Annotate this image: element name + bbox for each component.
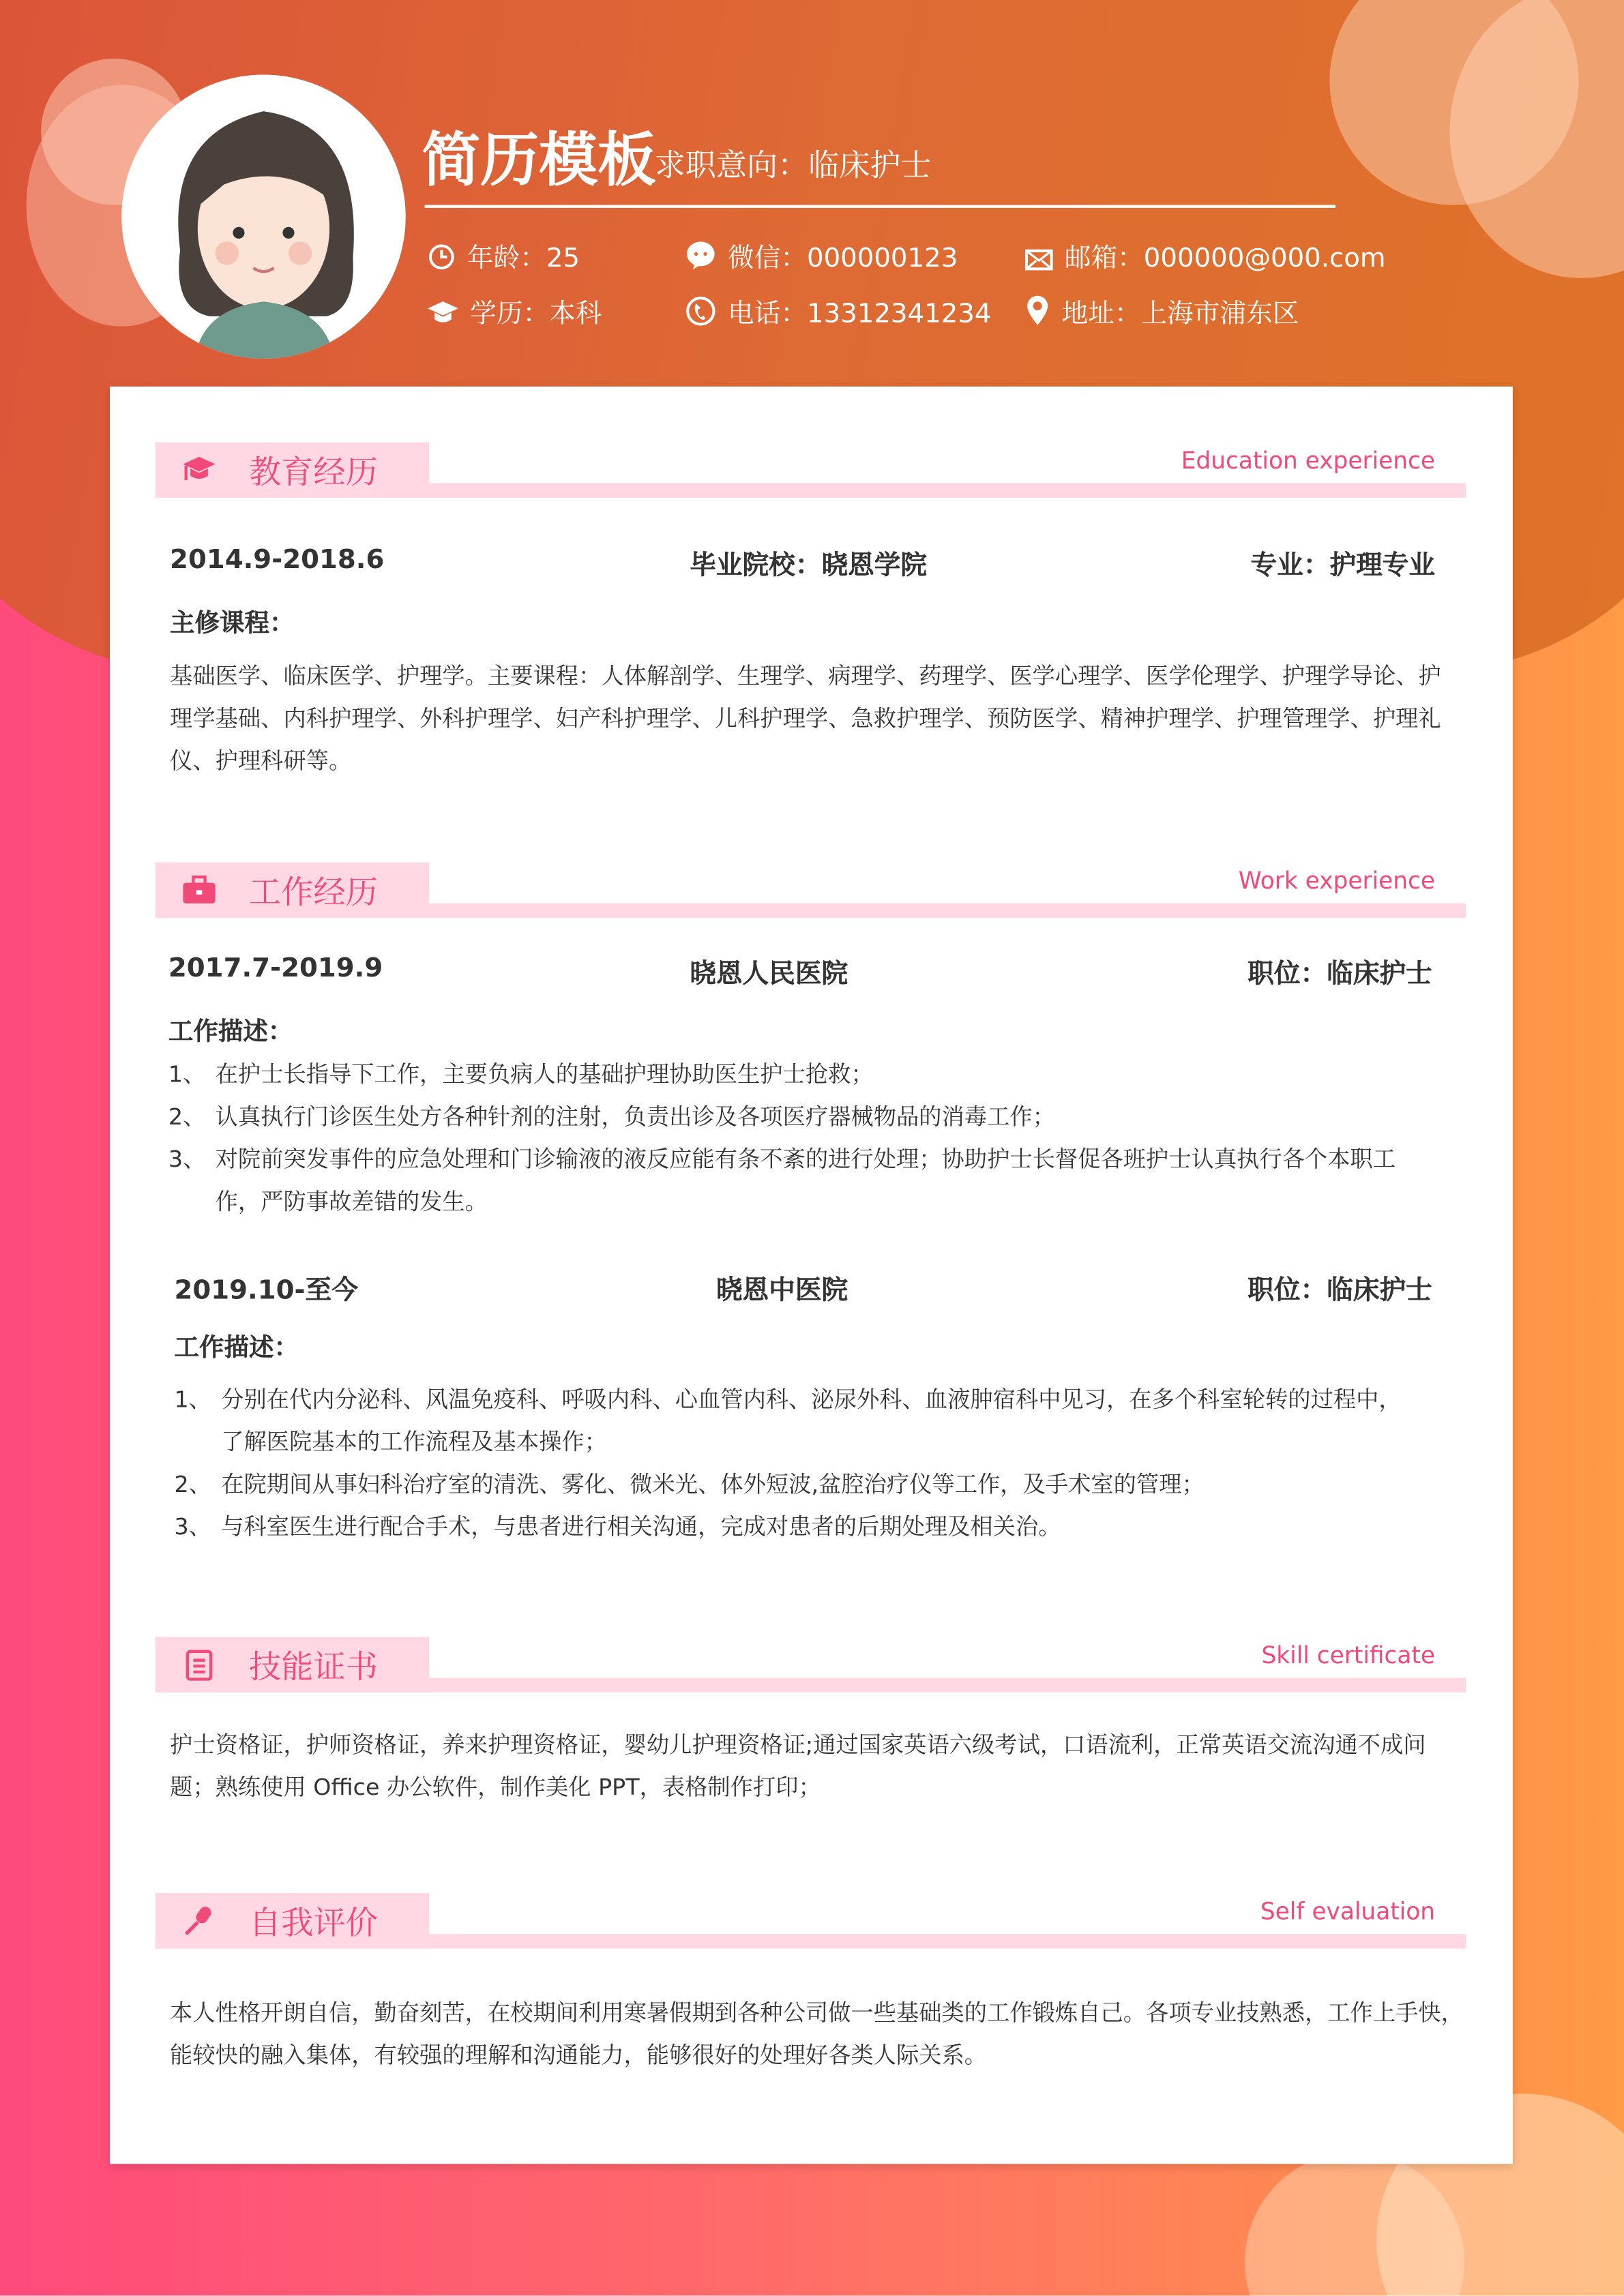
list-item: 2、 认真执行门诊医生处方各种针剂的注射，负责出诊及各项医疗器械物品的消毒工作； bbox=[168, 1103, 1055, 1131]
section-subtitle: Education experience bbox=[1181, 446, 1436, 475]
info-wechat: 微信：000000123 bbox=[685, 237, 958, 275]
section-subtitle: Skill certificate bbox=[1261, 1641, 1436, 1669]
job-desc-label: 工作描述： bbox=[168, 1017, 293, 1047]
list-item: 3、 与科室医生进行配合手术，与患者进行相关沟通，完成对患者的后期处理及相关治。 bbox=[174, 1513, 1061, 1540]
job-org: 晓恩人民医院 bbox=[690, 959, 848, 990]
job-org: 晓恩中医院 bbox=[715, 1275, 848, 1307]
phone-icon bbox=[685, 296, 716, 327]
briefcase-icon bbox=[181, 874, 217, 906]
section-title: 工作经历 bbox=[248, 875, 378, 912]
mail-icon bbox=[1025, 249, 1053, 271]
wechat-icon bbox=[685, 240, 716, 271]
info-address: 地址：上海市浦东区 bbox=[1025, 293, 1299, 331]
location-icon bbox=[1025, 295, 1050, 327]
section-title: 教育经历 bbox=[248, 455, 378, 492]
section-header-self bbox=[156, 1893, 1466, 1952]
courses-text: 基础医学、临床医学、护理学。主要课程：人体解剖学、生理学、病理学、药理学、医学心理学、医学伦理学、护理学导论、护理学基础、内科护理学、外科护理学、妇产科护理学、儿科护理学、急救护理学、预防医学、精神护理学、护理管理学、护理礼仪、护理科研等。 bbox=[170, 663, 1441, 775]
section-subtitle: Self evaluation bbox=[1260, 1897, 1436, 1926]
list-item: 2、 在院期间从事妇科治疗室的清洗、雾化、微米光、体外短波,盆腔治疗仪等工作，及手术室的管理； bbox=[174, 1471, 1205, 1498]
courses-label: 主修课程： bbox=[170, 609, 295, 639]
resume-title: 简历模板 bbox=[422, 127, 656, 195]
info-phone: 电话：13312341234 bbox=[685, 293, 992, 331]
job-date: 2017.7-2019.9 bbox=[168, 953, 383, 984]
edu-school: 毕业院校：晓恩学院 bbox=[690, 550, 928, 582]
clock-icon bbox=[428, 243, 456, 271]
section-header-work bbox=[156, 863, 1466, 921]
list-item: 3、 对院前突发事件的应急处理和门诊输液的液反应能有条不紊的进行处理；协助护士长督促各班护士认真执行各个本职工作，严防事故差错的发生。 bbox=[168, 1146, 1396, 1216]
edu-major: 专业：护理专业 bbox=[1250, 550, 1436, 582]
section-subtitle: Work experience bbox=[1238, 867, 1436, 895]
graduation-cap-icon bbox=[428, 299, 458, 327]
microphone-icon bbox=[181, 1905, 217, 1937]
list-item: 1、 在护士长指导下工作，主要负病人的基础护理协助医生护士抢救； bbox=[168, 1061, 874, 1088]
list-item: 1、 分别在代内分泌科、风温免疫科、呼吸内科、心血管内科、泌尿外科、血液肿宿科中见习，在多个科室轮转的过程中，了解医院基本的工作流程及基本操作； bbox=[174, 1386, 1402, 1456]
job-desc-label: 工作描述： bbox=[174, 1333, 299, 1363]
info-email: 邮箱：000000@000.com bbox=[1025, 237, 1386, 275]
job-date: 2019.10-至今 bbox=[174, 1275, 358, 1307]
job-intent: 求职意向：临床护士 bbox=[654, 147, 932, 183]
info-education: 学历：本科 bbox=[428, 293, 602, 331]
avatar bbox=[121, 74, 406, 359]
graduation-cap-icon bbox=[181, 454, 217, 486]
section-title: 自我评价 bbox=[248, 1906, 378, 1943]
job-position: 职位：临床护士 bbox=[1247, 959, 1432, 990]
skills-text: 护士资格证，护师资格证，养来护理资格证，婴幼儿护理资格证;通过国家英语六级考试，口语流利，正常英语交流沟通不成问题；熟练使用 Office 办公软件，制作美化 PPT，表格制作打印； bbox=[170, 1731, 1426, 1801]
self-text: 本人性格开朗自信，勤奋刻苦，在校期间利用寒暑假期到各种公司做一些基础类的工作锻炼自己。各项专业技熟悉，工作上手快，能较快的融入集体，有较强的理解和沟通能力，能够很好的处理好各类人际关系。 bbox=[170, 1999, 1464, 2069]
header-divider bbox=[425, 205, 1335, 208]
section-title: 技能证书 bbox=[248, 1650, 378, 1687]
clipboard-icon bbox=[181, 1649, 217, 1681]
edu-date: 2014.9-2018.6 bbox=[170, 544, 385, 576]
section-header-skills bbox=[156, 1637, 1466, 1695]
section-header-education bbox=[156, 442, 1466, 501]
info-age: 年龄：25 bbox=[428, 237, 580, 275]
job-position: 职位：临床护士 bbox=[1247, 1275, 1432, 1307]
resume-card bbox=[110, 387, 1513, 2164]
